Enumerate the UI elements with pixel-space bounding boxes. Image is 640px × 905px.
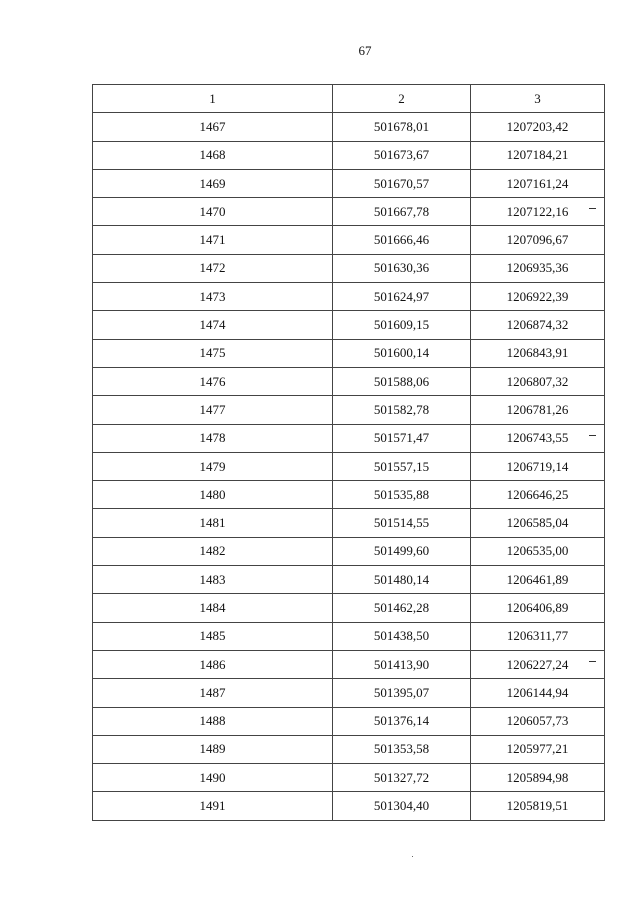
table-row [93,764,605,792]
y-coordinate-cell [471,481,605,509]
y-coordinate-value: 1205819,51 [506,798,569,814]
table-row [93,254,605,282]
table-row [93,537,605,565]
point-number-cell: 1478 [93,424,333,452]
y-coordinate-cell [471,226,605,254]
y-coordinate-cell [471,141,605,169]
x-coordinate-cell: 501571,47 [333,424,471,452]
y-coordinate-cell [471,707,605,735]
x-coordinate-cell: 501582,78 [333,396,471,424]
x-coordinate-cell: 501462,28 [333,594,471,622]
point-number-cell: 1482 [93,537,333,565]
y-coordinate-cell [471,311,605,339]
y-coordinate-cell [471,509,605,537]
y-coordinate-cell [471,367,605,395]
x-coordinate-cell: 501327,72 [333,764,471,792]
y-coordinate-value: 1205894,98 [506,769,569,785]
y-coordinate-value: 1206935,36 [506,260,569,276]
handwritten-tick-mark [589,661,596,662]
point-number-cell: 1477 [93,396,333,424]
point-number-cell: 1475 [93,339,333,367]
y-coordinate-cell [471,254,605,282]
table-row [93,622,605,650]
handwritten-tick-mark [589,208,596,209]
x-coordinate-cell: 501588,06 [333,367,471,395]
y-coordinate-value: 1206227,24 [506,656,569,672]
table-row [93,396,605,424]
y-coordinate-value: 1206535,00 [506,543,569,559]
table-row [93,283,605,311]
x-coordinate-cell: 501304,40 [333,792,471,820]
y-coordinate-value: 1206144,94 [506,684,569,700]
x-coordinate-cell: 501670,57 [333,169,471,197]
table-row [93,367,605,395]
point-number-cell: 1485 [93,622,333,650]
y-coordinate-cell [471,764,605,792]
x-coordinate-cell: 501667,78 [333,198,471,226]
point-number-cell: 1488 [93,707,333,735]
point-number-cell: 1480 [93,481,333,509]
y-coordinate-cell [471,169,605,197]
table-row [93,481,605,509]
point-number-cell: 1479 [93,452,333,480]
y-coordinate-value: 1206461,89 [506,571,569,587]
x-coordinate-cell: 501678,01 [333,113,471,141]
x-coordinate-cell: 501353,58 [333,735,471,763]
table-header-row [93,85,605,113]
point-number-cell: 1481 [93,509,333,537]
page-number: 67 [358,43,372,58]
x-coordinate-cell: 501413,90 [333,650,471,678]
point-number-cell: 1484 [93,594,333,622]
y-coordinate-cell [471,424,605,452]
table-row [93,113,605,141]
y-coordinate-cell [471,622,605,650]
y-coordinate-cell [471,566,605,594]
table-body [93,113,605,820]
point-number-cell: 1474 [93,311,333,339]
y-coordinate-cell [471,650,605,678]
y-coordinate-value: 1206874,32 [506,317,569,333]
table-row [93,707,605,735]
x-coordinate-cell: 501630,36 [333,254,471,282]
y-coordinate-value: 1206843,91 [506,345,569,361]
table-row [93,311,605,339]
y-coordinate-value: 1206646,25 [506,486,569,502]
point-number-cell: 1471 [93,226,333,254]
y-coordinate-value: 1206922,39 [506,288,569,304]
table-row [93,424,605,452]
point-number-cell: 1491 [93,792,333,820]
point-number-cell: 1487 [93,679,333,707]
x-coordinate-cell: 501557,15 [333,452,471,480]
point-number-cell: 1468 [93,141,333,169]
x-coordinate-cell: 501438,50 [333,622,471,650]
column-header-1: 1 [93,85,333,113]
y-coordinate-value: 1206781,26 [506,401,569,417]
y-coordinate-cell [471,792,605,820]
y-coordinate-cell [471,679,605,707]
y-coordinate-cell [471,283,605,311]
y-coordinate-value: 1206406,89 [506,599,569,615]
coordinates-table [92,84,605,821]
y-coordinate-cell [471,594,605,622]
y-coordinate-value: 1206585,04 [506,515,569,531]
y-coordinate-value: 1206719,14 [506,458,569,474]
table-row [93,226,605,254]
y-coordinate-value: 1207184,21 [506,147,569,163]
point-number-cell: 1486 [93,650,333,678]
y-coordinate-value: 1207096,67 [506,232,569,248]
x-coordinate-cell: 501480,14 [333,566,471,594]
x-coordinate-cell: 501600,14 [333,339,471,367]
table-row [93,452,605,480]
point-number-cell: 1489 [93,735,333,763]
table-row [93,339,605,367]
x-coordinate-cell: 501624,97 [333,283,471,311]
table-row [93,679,605,707]
y-coordinate-cell [471,452,605,480]
table-row [93,594,605,622]
table-row [93,509,605,537]
point-number-cell: 1483 [93,566,333,594]
table-row [93,792,605,820]
x-coordinate-cell: 501673,67 [333,141,471,169]
point-number-cell: 1470 [93,198,333,226]
scan-speck [412,856,413,857]
x-coordinate-cell: 501514,55 [333,509,471,537]
x-coordinate-cell: 501395,07 [333,679,471,707]
point-number-cell: 1473 [93,283,333,311]
x-coordinate-cell: 501535,88 [333,481,471,509]
point-number-cell: 1467 [93,113,333,141]
y-coordinate-cell [471,339,605,367]
y-coordinate-cell [471,198,605,226]
table-row [93,141,605,169]
point-number-cell: 1476 [93,367,333,395]
point-number-cell: 1469 [93,169,333,197]
point-number-cell: 1490 [93,764,333,792]
table-row [93,566,605,594]
x-coordinate-cell: 501376,14 [333,707,471,735]
y-coordinate-cell [471,113,605,141]
table-row [93,650,605,678]
column-header-3: 3 [471,85,605,113]
y-coordinate-value: 1206743,55 [506,430,569,446]
y-coordinate-value: 1207161,24 [506,175,569,191]
x-coordinate-cell: 501499,60 [333,537,471,565]
handwritten-tick-mark [589,435,596,436]
x-coordinate-cell: 501609,15 [333,311,471,339]
table-row [93,735,605,763]
y-coordinate-value: 1206807,32 [506,373,569,389]
y-coordinate-cell [471,396,605,424]
y-coordinate-cell [471,537,605,565]
y-coordinate-value: 1206057,73 [506,713,569,729]
column-header-2: 2 [333,85,471,113]
point-number-cell: 1472 [93,254,333,282]
table-row [93,198,605,226]
y-coordinate-value: 1207122,16 [506,203,569,219]
y-coordinate-value: 1207203,42 [506,118,569,134]
y-coordinate-value: 1205977,21 [506,741,569,757]
y-coordinate-cell [471,735,605,763]
y-coordinate-value: 1206311,77 [506,628,569,644]
table-row [93,169,605,197]
x-coordinate-cell: 501666,46 [333,226,471,254]
